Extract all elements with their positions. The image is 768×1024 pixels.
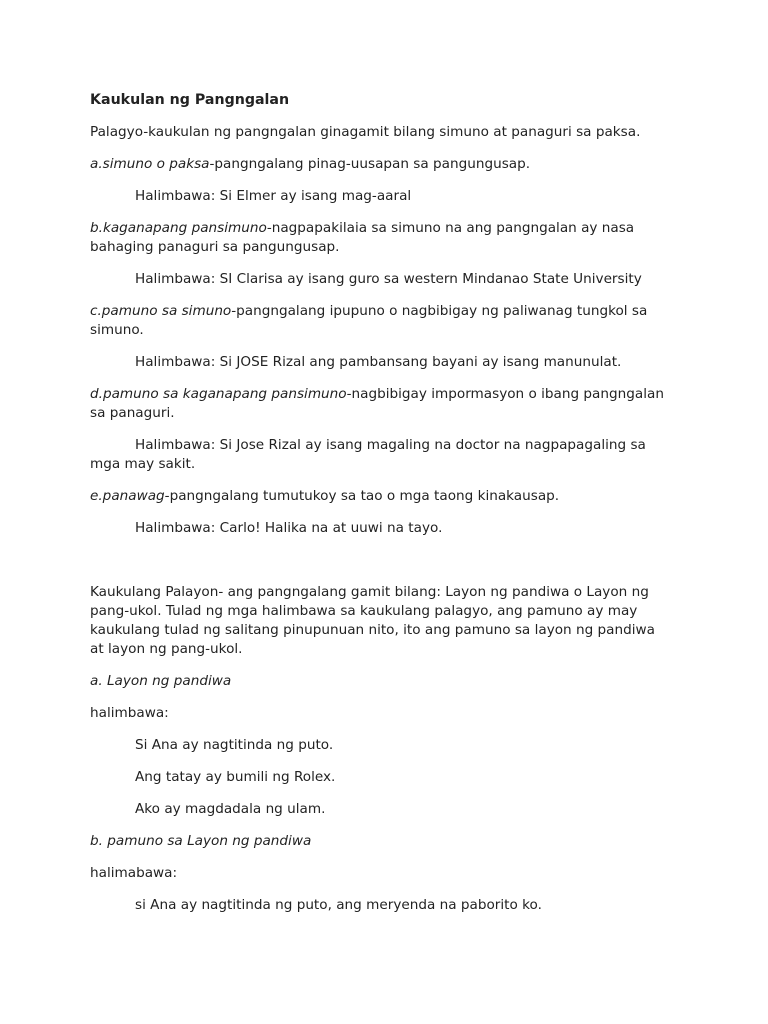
section-a-example: Ako ay magdadala ng ulam. [135,801,326,817]
item-a-definition: -pangngalang pinag-uusapan sa pangungusap. [209,156,531,172]
section-b-heading [90,832,311,851]
item-c-definition: -pangngalang ipupuno o nagbibigay ng paliwanag tungkol sa [231,303,648,319]
item-a-term: a.simuno o paksa [90,156,210,172]
item-b-example: Halimbawa: SI Clarisa ay isang guro sa western Mindanao State University [135,271,642,287]
section-a-example: Ang tatay ay bumili ng Rolex. [135,769,336,785]
item-c-example: Halimbawa: Si JOSE Rizal ang pambansang bayani ay isang manunulat. [135,354,622,370]
item-b-term: b.kaganapang pansimuno [90,220,267,236]
section-b-heading-text: b. pamuno sa Layon ng pandiwa [90,833,312,849]
item-d-term: d.pamuno sa kaganapang pansimuno [90,386,347,402]
section-a-heading [90,672,231,691]
section-a-label: halimbawa: [90,705,169,721]
item-e-example: Halimbawa: Carlo! Halika na at uuwi na tayo. [135,520,443,536]
item-b-definition-cont: bahaging panaguri sa pangungusap. [90,239,340,255]
item-a [90,155,530,174]
item-c [90,302,647,321]
item-b [90,219,634,238]
palayon-paragraph-line: pang-ukol. Tulad ng mga halimbawa sa kaukulang palagyo, ang pamuno ay may [90,603,638,619]
section-b-example: si Ana ay nagtitinda ng puto, ang meryenda na paborito ko. [135,897,542,913]
item-e [90,487,559,506]
item-d-definition-cont: sa panaguri. [90,405,175,421]
palayon-paragraph-line: at layon ng pang-ukol. [90,641,243,657]
item-d-example: Halimbawa: Si Jose Rizal ay isang magaling na doctor na nagpapagaling sa [135,437,646,453]
item-e-term: e.panawag [90,488,165,504]
palayon-paragraph-line: Kaukulang Palayon- ang pangngalang gamit bilang: Layon ng pandiwa o Layon ng [90,584,649,600]
item-c-term: c.pamuno sa simuno [90,303,232,319]
document-title: Kaukulan ng Pangngalan [90,92,290,108]
item-b-definition: -nagpapakilaia sa simuno na ang pangngalan ay nasa [266,220,635,236]
section-b-label: halimabawa: [90,865,178,881]
item-e-definition: -pangngalang tumutukoy sa tao o mga taong kinakausap. [164,488,560,504]
section-a-example: Si Ana ay nagtitinda ng puto. [135,737,334,753]
section-a-heading-text: a. Layon ng pandiwa [90,673,232,689]
item-c-definition-cont: simuno. [90,322,144,338]
item-d-definition: -nagbibigay impormasyon o ibang pangngalan [346,386,664,402]
item-d-example-cont: mga may sakit. [90,456,196,472]
item-a-example: Halimbawa: Si Elmer ay isang mag-aaral [135,188,412,204]
item-d [90,385,664,404]
palayon-paragraph-line: kaukulang tulad ng salitang pinupunuan nito, ito ang pamuno sa layon ng pandiwa [90,622,655,638]
intro-paragraph: Palagyo-kaukulan ng pangngalan ginagamit bilang simuno at panaguri sa paksa. [90,124,641,140]
